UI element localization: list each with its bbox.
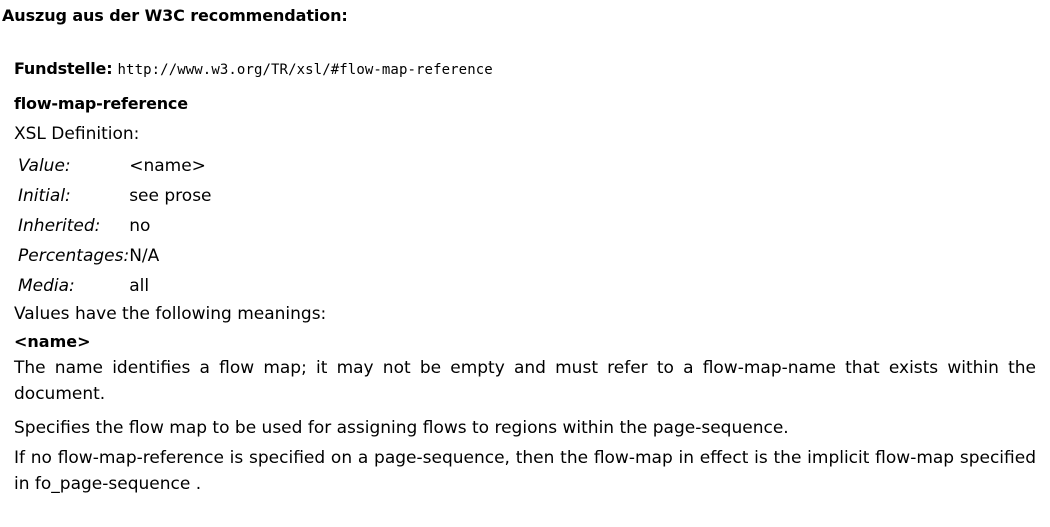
xsl-definition-label: XSL Definition:	[14, 124, 140, 144]
source-url: http://www.w3.org/TR/xsl/#flow-map-reference	[117, 62, 493, 78]
value-name-term: <name>	[14, 332, 91, 351]
table-row	[18, 271, 212, 301]
source-label: Fundstelle:	[14, 59, 113, 78]
row-key-initial: Initial:	[18, 186, 71, 206]
source-reference	[14, 58, 1036, 80]
paragraph-default: If no flow-map-reference is specified on a page-sequence, then the flow-map in effect is the implicit flow-map specified in fo_page-sequence .	[14, 448, 1036, 494]
table-row	[18, 241, 212, 271]
row-value-percentages: N/A	[129, 246, 160, 266]
meanings-intro: Values have the following meanings:	[14, 304, 327, 324]
paragraph-purpose: Specifies the flow map to be used for assigning flows to regions within the page-sequence.	[14, 418, 789, 438]
property-definition-table	[18, 151, 212, 301]
property-name: flow-map-reference	[14, 94, 188, 113]
table-row	[18, 151, 212, 181]
row-value-value: <name>	[129, 156, 206, 176]
row-key-inherited: Inherited:	[18, 216, 101, 236]
row-value-media: all	[129, 276, 150, 296]
table-row	[18, 181, 212, 211]
page-heading: Auszug aus der W3C recommendation:	[2, 6, 348, 25]
value-description: The name identifies a flow map; it may not be empty and must refer to a flow-map-name that exists within the document.	[14, 358, 1036, 404]
table-row	[18, 211, 212, 241]
row-value-initial: see prose	[129, 186, 212, 206]
row-key-media: Media:	[18, 276, 75, 296]
row-key-value: Value:	[18, 156, 71, 176]
row-key-percentages: Percentages:	[18, 246, 130, 266]
row-value-inherited: no	[129, 216, 151, 236]
excerpt-content	[14, 58, 1036, 497]
